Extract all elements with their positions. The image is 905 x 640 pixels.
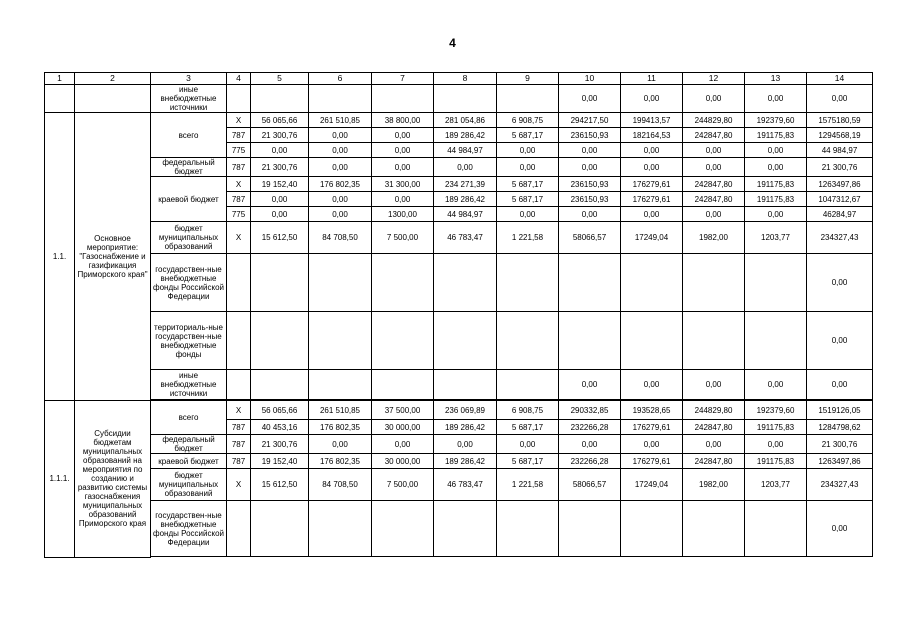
table-cell: 0,00: [251, 207, 309, 222]
table-cell: 21 300,76: [807, 435, 873, 454]
table-cell: [75, 85, 151, 113]
table-cell: 191175,83: [745, 454, 807, 469]
source-label: краевой бюджет: [151, 454, 227, 469]
table-cell: [434, 370, 497, 400]
table-cell: 242847,80: [683, 192, 745, 207]
table-cell: 176279,61: [621, 420, 683, 435]
table-cell: 0,00: [745, 435, 807, 454]
table-cell: 0,00: [434, 158, 497, 177]
header-cell: 7: [372, 73, 434, 85]
table-cell: [745, 254, 807, 312]
table-cell: 1263497,86: [807, 454, 873, 469]
table-cell: 0,00: [559, 370, 621, 400]
table-cell: [434, 85, 497, 113]
table-cell: [227, 370, 251, 400]
table-cell: 7 500,00: [372, 469, 434, 501]
table-cell: 189 286,42: [434, 128, 497, 143]
table-cell: X: [227, 401, 251, 420]
table-cell: 46 783,47: [434, 469, 497, 501]
table-cell: 0,00: [251, 143, 309, 158]
table-cell: 6 908,75: [497, 113, 559, 128]
header-cell: 13: [745, 73, 807, 85]
table-cell: 0,00: [683, 370, 745, 400]
table-row: [45, 177, 873, 192]
table-cell: [559, 254, 621, 312]
table-row: [45, 158, 873, 177]
table-cell: [251, 85, 309, 113]
header-cell: 10: [559, 73, 621, 85]
table-row: [45, 435, 873, 454]
table-cell: 236150,93: [559, 192, 621, 207]
table-cell: 1263497,86: [807, 177, 873, 192]
table-cell: 0,00: [745, 207, 807, 222]
table-cell: 5 687,17: [497, 192, 559, 207]
table-cell: 84 708,50: [309, 222, 372, 254]
table-cell: 44 984,97: [434, 143, 497, 158]
table-cell: 31 300,00: [372, 177, 434, 192]
table-cell: X: [227, 113, 251, 128]
table-cell: 0,00: [683, 143, 745, 158]
table-cell: [372, 312, 434, 370]
table-cell: 0,00: [559, 85, 621, 113]
table-cell: 787: [227, 435, 251, 454]
table-cell: 192379,60: [745, 401, 807, 420]
table-cell: 0,00: [621, 207, 683, 222]
header-cell: 4: [227, 73, 251, 85]
header-cell: 5: [251, 73, 309, 85]
table-cell: 0,00: [683, 158, 745, 177]
table-cell: 191175,83: [745, 177, 807, 192]
table-cell: 0,00: [807, 370, 873, 400]
table-cell: 0,00: [372, 158, 434, 177]
table-cell: 0,00: [621, 143, 683, 158]
table-cell: 30 000,00: [372, 454, 434, 469]
table-row: [45, 401, 873, 420]
table-cell: [227, 501, 251, 557]
table-cell: 242847,80: [683, 128, 745, 143]
table-row: [45, 557, 873, 558]
source-label: краевой бюджет: [151, 177, 227, 222]
table-row: [45, 370, 873, 400]
table-cell: 0,00: [251, 192, 309, 207]
table-cell: [497, 312, 559, 370]
table-cell: [372, 501, 434, 557]
table-cell: [683, 501, 745, 557]
table-cell: 56 065,66: [251, 113, 309, 128]
table-cell: 0,00: [807, 312, 873, 370]
table-cell: 191175,83: [745, 192, 807, 207]
table-cell: 17249,04: [621, 469, 683, 501]
table-cell: 84 708,50: [309, 469, 372, 501]
table-cell: [745, 501, 807, 557]
table-cell: 58066,57: [559, 222, 621, 254]
table-cell: 21 300,76: [251, 435, 309, 454]
table-cell: 234 271,39: [434, 177, 497, 192]
table-row: [45, 454, 873, 469]
header-cell: 11: [621, 73, 683, 85]
header-cell: 6: [309, 73, 372, 85]
table-cell: 189 286,42: [434, 454, 497, 469]
table-row: [45, 469, 873, 501]
table-cell: 46 783,47: [434, 222, 497, 254]
table-cell: 1519126,05: [807, 401, 873, 420]
table-cell: 0,00: [683, 435, 745, 454]
table-cell: 192379,60: [745, 113, 807, 128]
table-cell: 0,00: [621, 85, 683, 113]
table-cell: 58066,57: [559, 469, 621, 501]
table-cell: [621, 254, 683, 312]
table-cell: 0,00: [372, 128, 434, 143]
table-cell: 1982,00: [683, 222, 745, 254]
table-cell: [372, 370, 434, 400]
table-cell: 46284,97: [807, 207, 873, 222]
table-cell: [309, 85, 372, 113]
table-cell: 7 500,00: [372, 222, 434, 254]
table-cell: [745, 312, 807, 370]
table-cell: [683, 312, 745, 370]
budget-table: [44, 72, 873, 558]
table-cell: 0,00: [309, 192, 372, 207]
table-cell: 0,00: [309, 435, 372, 454]
table-cell: [309, 501, 372, 557]
table-cell: 0,00: [807, 85, 873, 113]
table-cell: 787: [227, 454, 251, 469]
table-cell: 290332,85: [559, 401, 621, 420]
table-cell: [309, 370, 372, 400]
header-cell: 1: [45, 73, 75, 85]
table-row: [45, 222, 873, 254]
table-cell: 787: [227, 420, 251, 435]
table-cell: 0,00: [559, 435, 621, 454]
table-cell: 232266,28: [559, 454, 621, 469]
table-cell: 6 908,75: [497, 401, 559, 420]
table-cell: 234327,43: [807, 222, 873, 254]
table-cell: 1203,77: [745, 469, 807, 501]
table-cell: 0,00: [372, 143, 434, 158]
table-cell: 775: [227, 207, 251, 222]
table-cell: 0,00: [621, 435, 683, 454]
table-cell: 0,00: [683, 207, 745, 222]
source-label: иные внебюджетные источники: [151, 370, 227, 400]
source-label: бюджет муниципальных образований: [151, 222, 227, 254]
table-cell: 5 687,17: [497, 128, 559, 143]
table-cell: 0,00: [621, 158, 683, 177]
item-number: 1.1.1.: [45, 401, 75, 558]
table-cell: 0,00: [309, 207, 372, 222]
table-cell: 176 802,35: [309, 177, 372, 192]
table-cell: 0,00: [434, 435, 497, 454]
table-cell: [251, 312, 309, 370]
table-cell: [372, 254, 434, 312]
table-row: [45, 85, 873, 113]
table-cell: 1 221,58: [497, 469, 559, 501]
table-cell: 176 802,35: [309, 420, 372, 435]
table-cell: [497, 254, 559, 312]
table-cell: 244829,80: [683, 401, 745, 420]
table-cell: 0,00: [497, 435, 559, 454]
table-body: [45, 73, 873, 558]
table-cell: [251, 501, 309, 557]
table-cell: 0,00: [559, 143, 621, 158]
table-cell: 38 800,00: [372, 113, 434, 128]
table-cell: 5 687,17: [497, 454, 559, 469]
table-cell: [309, 254, 372, 312]
table-cell: 0,00: [497, 158, 559, 177]
table-cell: 193528,65: [621, 401, 683, 420]
table-cell: [227, 312, 251, 370]
item-name: Субсидии бюджетам муниципальных образований на мероприятия по созданию и развитию системы газоснабжения муниципальных образований Приморского края: [75, 401, 151, 558]
header-cell: 8: [434, 73, 497, 85]
table-cell: 261 510,85: [309, 113, 372, 128]
table-cell: 294217,50: [559, 113, 621, 128]
table-cell: 787: [227, 158, 251, 177]
table-cell: [434, 254, 497, 312]
table-cell: 0,00: [309, 143, 372, 158]
table-cell: 5 687,17: [497, 177, 559, 192]
table-cell: 0,00: [309, 158, 372, 177]
table-cell: 5 687,17: [497, 420, 559, 435]
table-cell: 0,00: [497, 143, 559, 158]
header-cell: 9: [497, 73, 559, 85]
table-cell: 0,00: [745, 158, 807, 177]
table-cell: 787: [227, 128, 251, 143]
header-cell: 12: [683, 73, 745, 85]
table-cell: 19 152,40: [251, 177, 309, 192]
table-cell: 0,00: [745, 85, 807, 113]
table-cell: 242847,80: [683, 177, 745, 192]
table-cell: 15 612,50: [251, 222, 309, 254]
table-cell: 775: [227, 143, 251, 158]
table-cell: [497, 370, 559, 400]
table-cell: 21 300,76: [251, 158, 309, 177]
header-row: [45, 73, 873, 85]
header-cell: 2: [75, 73, 151, 85]
table-cell: 242847,80: [683, 420, 745, 435]
table-cell: 244829,80: [683, 113, 745, 128]
table-cell: 176279,61: [621, 177, 683, 192]
table-cell: X: [227, 177, 251, 192]
table-cell: 0,00: [621, 370, 683, 400]
table-cell: [372, 85, 434, 113]
table-cell: [227, 254, 251, 312]
source-label: иные внебюджетные источники: [151, 85, 227, 113]
table-cell: 21 300,76: [251, 128, 309, 143]
table-cell: 1047312,67: [807, 192, 873, 207]
table-cell: 56 065,66: [251, 401, 309, 420]
table-cell: 15 612,50: [251, 469, 309, 501]
page-number: 4: [449, 36, 456, 50]
table-cell: [251, 370, 309, 400]
table-cell: [559, 312, 621, 370]
table-cell: 0,00: [309, 128, 372, 143]
header-cell: 3: [151, 73, 227, 85]
table-cell: 44 984,97: [807, 143, 873, 158]
table-cell: X: [227, 469, 251, 501]
table-cell: 0,00: [683, 85, 745, 113]
table-cell: [621, 312, 683, 370]
table-cell: 281 054,86: [434, 113, 497, 128]
source-label: государствен-ные внебюджетные фонды Российской Федерации: [151, 254, 227, 312]
table-cell: 0,00: [745, 370, 807, 400]
source-label: государствен-ные внебюджетные фонды Российской Федерации: [151, 501, 227, 557]
table-cell: 0,00: [745, 143, 807, 158]
table-cell: 44 984,97: [434, 207, 497, 222]
header-cell: 14: [807, 73, 873, 85]
table-cell: [683, 254, 745, 312]
table-cell: 0,00: [372, 435, 434, 454]
table-cell: 1982,00: [683, 469, 745, 501]
table-cell: [621, 501, 683, 557]
table-cell: 0,00: [559, 207, 621, 222]
table-cell: [45, 85, 75, 113]
table-cell: 30 000,00: [372, 420, 434, 435]
table-cell: 1575180,59: [807, 113, 873, 128]
source-label: территориаль-ные государствен-ные внебюджетные фонды: [151, 312, 227, 370]
table-row: [45, 312, 873, 370]
table-cell: 189 286,42: [434, 192, 497, 207]
table-row: [45, 254, 873, 312]
table-cell: 261 510,85: [309, 401, 372, 420]
table-cell: 234327,43: [807, 469, 873, 501]
table-cell: 1294568,19: [807, 128, 873, 143]
source-label: федеральный бюджет: [151, 158, 227, 177]
table-cell: 236150,93: [559, 177, 621, 192]
source-label: бюджет муниципальных образований: [151, 469, 227, 501]
table-cell: 1284798,62: [807, 420, 873, 435]
table-cell: 0,00: [807, 501, 873, 557]
table-cell: 21 300,76: [807, 158, 873, 177]
table-cell: 17249,04: [621, 222, 683, 254]
table-cell: [434, 312, 497, 370]
table-cell: [309, 312, 372, 370]
table-cell: 242847,80: [683, 454, 745, 469]
item-number: 1.1.: [45, 113, 75, 401]
table-cell: 176 802,35: [309, 454, 372, 469]
table-cell: 176279,61: [621, 454, 683, 469]
table-cell: 236150,93: [559, 128, 621, 143]
table-cell: 1 221,58: [497, 222, 559, 254]
table-cell: X: [227, 222, 251, 254]
source-label: федеральный бюджет: [151, 435, 227, 454]
table-cell: 0,00: [372, 192, 434, 207]
table-cell: [227, 85, 251, 113]
table-cell: 176279,61: [621, 192, 683, 207]
table-cell: [251, 254, 309, 312]
item-name: Основное мероприятие: "Газоснабжение и газификация Приморского края": [75, 113, 151, 401]
spacer-cell: [151, 557, 873, 558]
table-cell: 1300,00: [372, 207, 434, 222]
table-cell: [497, 501, 559, 557]
table-cell: [559, 501, 621, 557]
table-cell: 0,00: [559, 158, 621, 177]
table-cell: 236 069,89: [434, 401, 497, 420]
source-label: всего: [151, 401, 227, 435]
table-cell: 787: [227, 192, 251, 207]
table-cell: 191175,83: [745, 420, 807, 435]
table-row: [45, 113, 873, 128]
table-cell: 40 453,16: [251, 420, 309, 435]
table-cell: 1203,77: [745, 222, 807, 254]
table-cell: [434, 501, 497, 557]
table-cell: 0,00: [497, 207, 559, 222]
source-label: всего: [151, 113, 227, 158]
table-cell: 191175,83: [745, 128, 807, 143]
table-cell: 189 286,42: [434, 420, 497, 435]
table-cell: 0,00: [807, 254, 873, 312]
table-cell: 37 500,00: [372, 401, 434, 420]
table-cell: 232266,28: [559, 420, 621, 435]
table-cell: 19 152,40: [251, 454, 309, 469]
table-row: [45, 501, 873, 557]
table-cell: 199413,57: [621, 113, 683, 128]
table-cell: 182164,53: [621, 128, 683, 143]
table-cell: [497, 85, 559, 113]
